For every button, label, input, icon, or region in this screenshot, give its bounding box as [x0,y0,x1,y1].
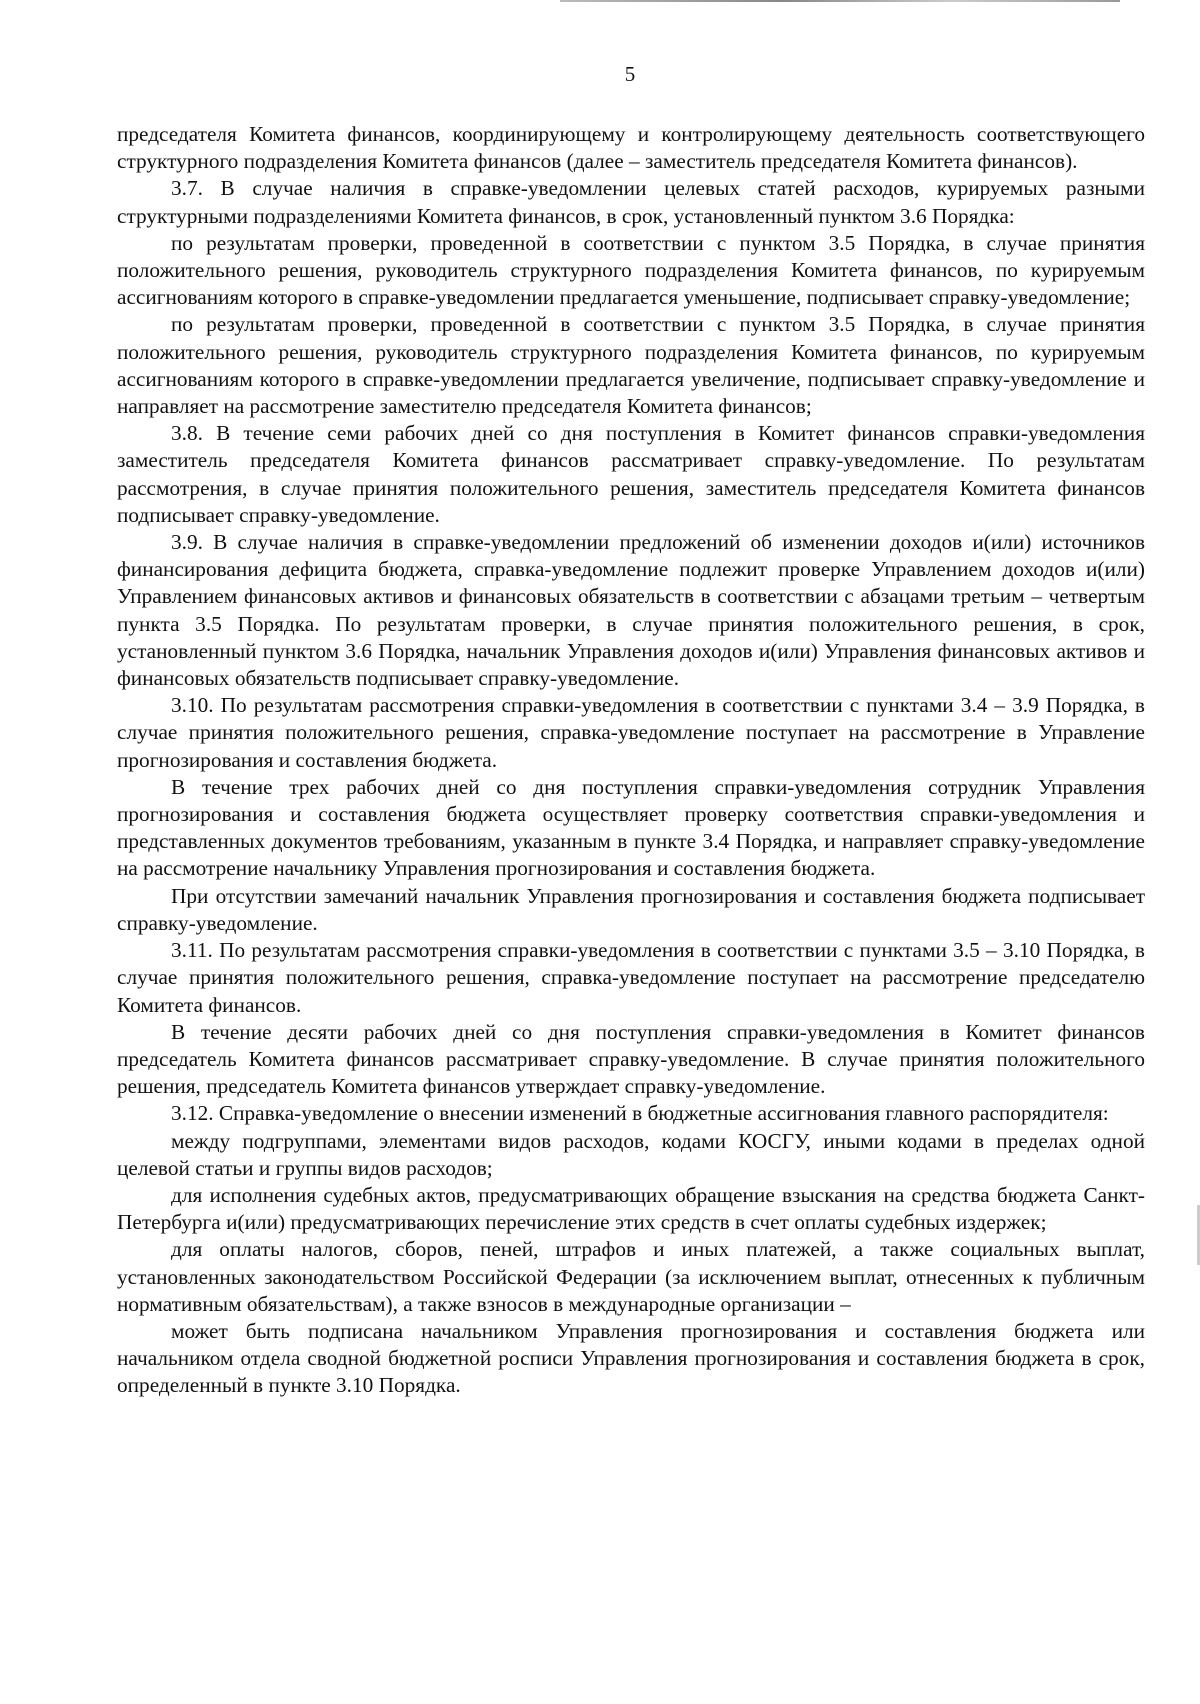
paragraph: При отсутствии замечаний начальник Управления прогнозирования и составления бюджета подписывает справку-уведомление. [117,883,1145,935]
paragraph: В течение десяти рабочих дней со дня поступления справки-уведомления в Комитет финансов председатель Комитета финансов рассматривает справку-уведомление. В случае принятия положительного решения, председатель Комитета финансов утверждает справку-уведомление. [117,1019,1145,1099]
paragraph: по результатам проверки, проведенной в соответствии с пунктом 3.5 Порядка, в случае принятия положительного решения, руководитель структурного подразделения Комитета финансов, по курируемым ассигнованиям которого в справке-уведомлении предлагается увеличение, подписывает справку-уведомление и направляет на рассмотрение заместителю председателя Комитета финансов; [117,312,1145,419]
document-body [117,121,1145,1400]
scan-edge-mark [560,0,1120,2]
paragraph: 3.9. В случае наличия в справке-уведомлении предложений об изменении доходов и(или) источников финансирования дефицита бюджета, справка-уведомление подлежит проверке Управлением доходов и(или) Управлением финансовых активов и финансовых обязательств в соответствии с абзацами третьим – четвертым пункта 3.5 Порядка. По результатам проверки, в случае принятия положительного решения, в срок, установленный пунктом 3.6 Порядка, начальник Управления доходов и(или) Управления финансовых активов и финансовых обязательств подписывает справку-уведомление. [117,530,1145,691]
paragraph: В течение трех рабочих дней со дня поступления справки-уведомления сотрудник Управления прогнозирования и составления бюджета осуществляет проверку соответствия справки-уведомления и представленных документов требованиям, указанным в пункте 3.4 Порядка, и направляет справку-уведомление на рассмотрение начальнику Управления прогнозирования и составления бюджета. [117,774,1145,881]
paragraph: между подгруппами, элементами видов расходов, кодами КОСГУ, иными кодами в пределах одной целевой статьи и группы видов расходов; [117,1128,1145,1180]
paragraph: 3.12. Справка-уведомление о внесении изменений в бюджетные ассигнования главного распорядителя: [171,1101,1109,1126]
paragraph: 3.10. По результатам рассмотрения справки-уведомления в соответствии с пунктами 3.4 – 3.9 Порядка, в случае принятия положительного решения, справка-уведомление поступает на рассмотрение в Управление прогнозирования и составления бюджета. [117,693,1145,772]
page-number: 5 [624,62,636,86]
paragraph: для оплаты налогов, сборов, пеней, штрафов и иных платежей, а также социальных выплат, установленных законодательством Российской Федерации (за исключением выплат, отнесенных к публичным нормативным обязательствам), а также взносов в международные организации – [117,1237,1145,1316]
paragraph: может быть подписана начальником Управления прогнозирования и составления бюджета или начальником отдела сводной бюджетной росписи Управления прогнозирования и составления бюджета в срок, определенный в пункте 3.10 Порядка. [117,1318,1145,1398]
paragraph: 3.8. В течение семи рабочих дней со дня поступления в Комитет финансов справки-уведомления заместитель председателя Комитета финансов рассматривает справку-уведомление. По результатам рассмотрения, в случае принятия положительного решения, заместитель председателя Комитета финансов подписывает справку-уведомление. [117,421,1145,527]
paragraph: 3.7. В случае наличия в справке-уведомлении целевых статей расходов, курируемых разными структурными подразделениями Комитета финансов, в срок, установленный пунктом 3.6 Порядка: [117,176,1145,228]
paragraph: по результатам проверки, проведенной в соответствии с пунктом 3.5 Порядка, в случае принятия положительного решения, руководитель структурного подразделения Комитета финансов, по курируемым ассигнованиям которого в справке-уведомлении предлагается уменьшение, подписывает справку-уведомление; [117,230,1145,310]
paragraph: председателя Комитета финансов, координирующему и контролирующему деятельность соответствующего структурного подразделения Комитета финансов (далее – заместитель председателя Комитета финансов). [117,122,1145,174]
paragraph: для исполнения судебных актов, предусматривающих обращение взыскания на средства бюджета Санкт-Петербурга и(или) предусматривающих перечисление этих средств в счет оплаты судебных издержек; [117,1182,1145,1235]
paragraph: 3.11. По результатам рассмотрения справки-уведомления в соответствии с пунктами 3.5 – 3.10 Порядка, в случае принятия положительного решения, справка-уведомление поступает на рассмотрение председателю Комитета финансов. [117,938,1145,1017]
